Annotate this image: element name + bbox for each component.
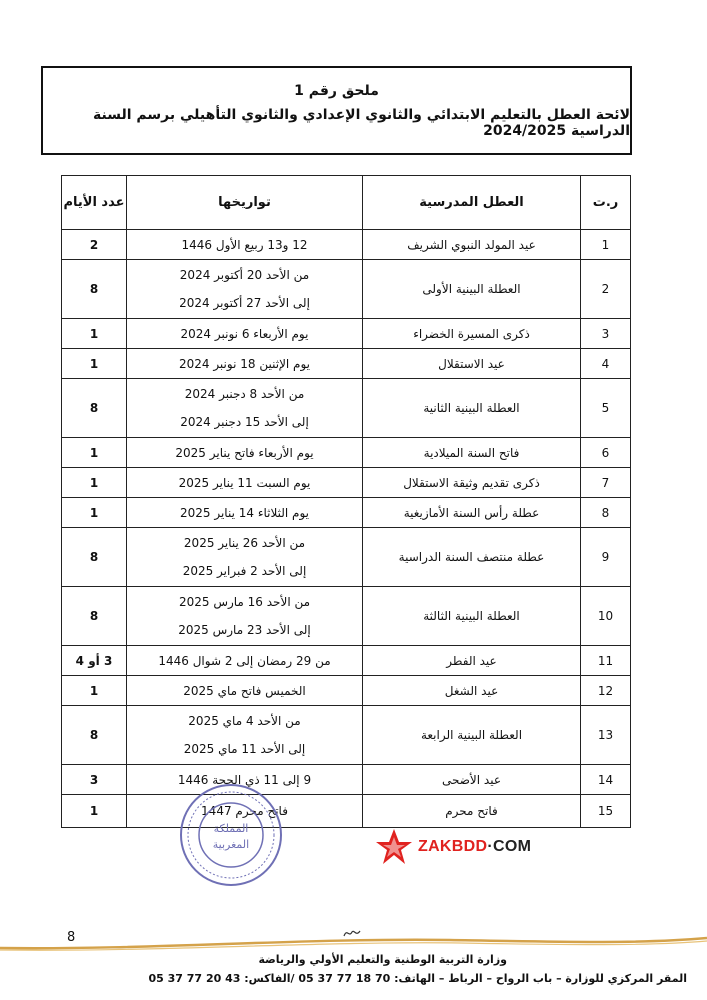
table-row: [62, 498, 631, 528]
date-line: 12 و13 ربيع الأول 1446: [181, 237, 308, 252]
row-num: 6: [581, 438, 631, 468]
ministry-name: وزارة التربية الوطنية والتعليم الأولي والرياضة: [258, 953, 507, 966]
holiday-dates: [127, 706, 363, 765]
days-count: 8: [62, 260, 127, 319]
date-line: إلى الأحد 2 فبراير 2025: [182, 564, 307, 578]
table-header-row: [62, 176, 631, 230]
row-num: 2: [581, 260, 631, 319]
date-line: فاتح محرم 1447: [201, 804, 288, 818]
days-count: 1: [62, 349, 127, 379]
table-body: [62, 230, 631, 828]
ministry-address: المقر المركزي للوزارة – باب الرواح – الرباط – الهاتف: 70 18 77 37 05 /الفاكس: 43 20 77 37 05: [148, 972, 687, 985]
days-count: 3 أو 4: [62, 646, 127, 676]
date-line: إلى الأحد 27 أكتوبر 2024: [179, 296, 310, 310]
holiday-name: عطلة رأس السنة الأمازيغية: [363, 498, 581, 528]
holiday-dates: [127, 319, 363, 349]
table-row: [62, 765, 631, 795]
date-line: من الأحد 4 ماي 2025: [188, 714, 301, 728]
footer-wave-decoration: [0, 936, 707, 952]
table-row: [62, 260, 631, 319]
holiday-name: عيد الاستقلال: [363, 349, 581, 379]
table-row: [62, 795, 631, 828]
holiday-dates: [127, 438, 363, 468]
site-logo: [418, 838, 531, 856]
row-num: 3: [581, 319, 631, 349]
table-row: [62, 676, 631, 706]
date-line: إلى الأحد 23 مارس 2025: [178, 623, 311, 637]
holiday-name: ذكرى المسيرة الخضراء: [363, 319, 581, 349]
row-num: 4: [581, 349, 631, 379]
holiday-dates: [127, 468, 363, 498]
holiday-dates: [127, 230, 363, 260]
holiday-name: العطلة البينية الثالثة: [363, 587, 581, 646]
date-line: من الأحد 26 يناير 2025: [183, 536, 306, 550]
days-count: 3: [62, 765, 127, 795]
date-line: إلى الأحد 11 ماي 2025: [183, 742, 306, 756]
logo-main: ZAKBDD: [418, 838, 488, 855]
header-name: العطل المدرسية: [363, 176, 581, 230]
title-box: [41, 66, 632, 155]
table-row: [62, 230, 631, 260]
date-line: يوم الإثنين 18 نونبر 2024: [178, 356, 311, 371]
date-line: من 29 رمضان إلى 2 شوال 1446: [158, 653, 331, 668]
date-line: 9 إلى 11 ذي الحجة 1446: [177, 772, 312, 787]
table-row: [62, 706, 631, 765]
row-num: 14: [581, 765, 631, 795]
table-row: [62, 646, 631, 676]
svg-text:المملكة: المملكة: [213, 822, 249, 835]
days-count: 1: [62, 498, 127, 528]
holiday-dates: [127, 349, 363, 379]
holiday-dates: [127, 498, 363, 528]
days-count: 1: [62, 468, 127, 498]
holiday-name: عيد الشغل: [363, 676, 581, 706]
date-line: الخميس فاتح ماي 2025: [183, 683, 306, 698]
holiday-name: العطلة البينية الأولى: [363, 260, 581, 319]
page-number: 8: [67, 930, 76, 945]
table-row: [62, 379, 631, 438]
holiday-dates: [127, 676, 363, 706]
row-num: 7: [581, 468, 631, 498]
row-num: 11: [581, 646, 631, 676]
days-count: 8: [62, 706, 127, 765]
annex-label: ملحق رقم 1: [294, 82, 379, 99]
holiday-name: فاتح السنة الميلادية: [363, 438, 581, 468]
days-count: 1: [62, 676, 127, 706]
row-num: 8: [581, 498, 631, 528]
document-title: لائحة العطل بالتعليم الابتدائي والثانوي الإعدادي والثانوي التأهيلي برسم السنة الدراسية 2024/2025: [93, 106, 630, 139]
date-line: يوم الأربعاء فاتح يناير 2025: [175, 445, 314, 460]
days-count: 8: [62, 528, 127, 587]
date-line: إلى الأحد 15 دجنبر 2024: [180, 415, 309, 429]
logo-suffix: ·COM: [487, 838, 532, 855]
holiday-name: العطلة البينية الرابعة: [363, 706, 581, 765]
row-num: 15: [581, 795, 631, 828]
days-count: 8: [62, 587, 127, 646]
table-row: [62, 587, 631, 646]
date-line: يوم السبت 11 يناير 2025: [178, 475, 311, 490]
header-days: عدد الأيام: [62, 176, 127, 230]
holiday-dates: [127, 260, 363, 319]
holiday-name: عيد الأضحى: [363, 765, 581, 795]
table-row: [62, 528, 631, 587]
holiday-dates: [127, 528, 363, 587]
holiday-dates: [127, 646, 363, 676]
star-logo-icon: [374, 827, 414, 867]
date-line: يوم الأربعاء 6 نونبر 2024: [180, 326, 309, 341]
row-num: 12: [581, 676, 631, 706]
date-line: من الأحد 20 أكتوبر 2024: [179, 268, 310, 282]
holiday-name: فاتح محرم: [363, 795, 581, 828]
holiday-dates: [127, 379, 363, 438]
holiday-name: العطلة البينية الثانية: [363, 379, 581, 438]
date-line: يوم الثلاثاء 14 يناير 2025: [179, 505, 310, 520]
header-dates: تواريخها: [127, 176, 363, 230]
row-num: 13: [581, 706, 631, 765]
days-count: 2: [62, 230, 127, 260]
date-line: من الأحد 8 دجنبر 2024: [184, 387, 305, 401]
row-num: 9: [581, 528, 631, 587]
svg-text:المغربية: المغربية: [212, 838, 250, 851]
holiday-name: عيد المولد النبوي الشريف: [363, 230, 581, 260]
holiday-name: ذكرى تقديم وثيقة الاستقلال: [363, 468, 581, 498]
holiday-name: عطلة منتصف السنة الدراسية: [363, 528, 581, 587]
date-line: من الأحد 16 مارس 2025: [178, 595, 311, 609]
holiday-name: عيد الفطر: [363, 646, 581, 676]
days-count: 1: [62, 795, 127, 828]
table-row: [62, 438, 631, 468]
row-num: 5: [581, 379, 631, 438]
days-count: 8: [62, 379, 127, 438]
official-stamp: [178, 782, 284, 888]
holiday-dates: [127, 587, 363, 646]
row-num: 10: [581, 587, 631, 646]
row-num: 1: [581, 230, 631, 260]
days-count: 1: [62, 438, 127, 468]
table-row: [62, 319, 631, 349]
header-num: ر.ت: [581, 176, 631, 230]
holidays-table: [61, 175, 631, 828]
table-row: [62, 468, 631, 498]
days-count: 1: [62, 319, 127, 349]
table-row: [62, 349, 631, 379]
